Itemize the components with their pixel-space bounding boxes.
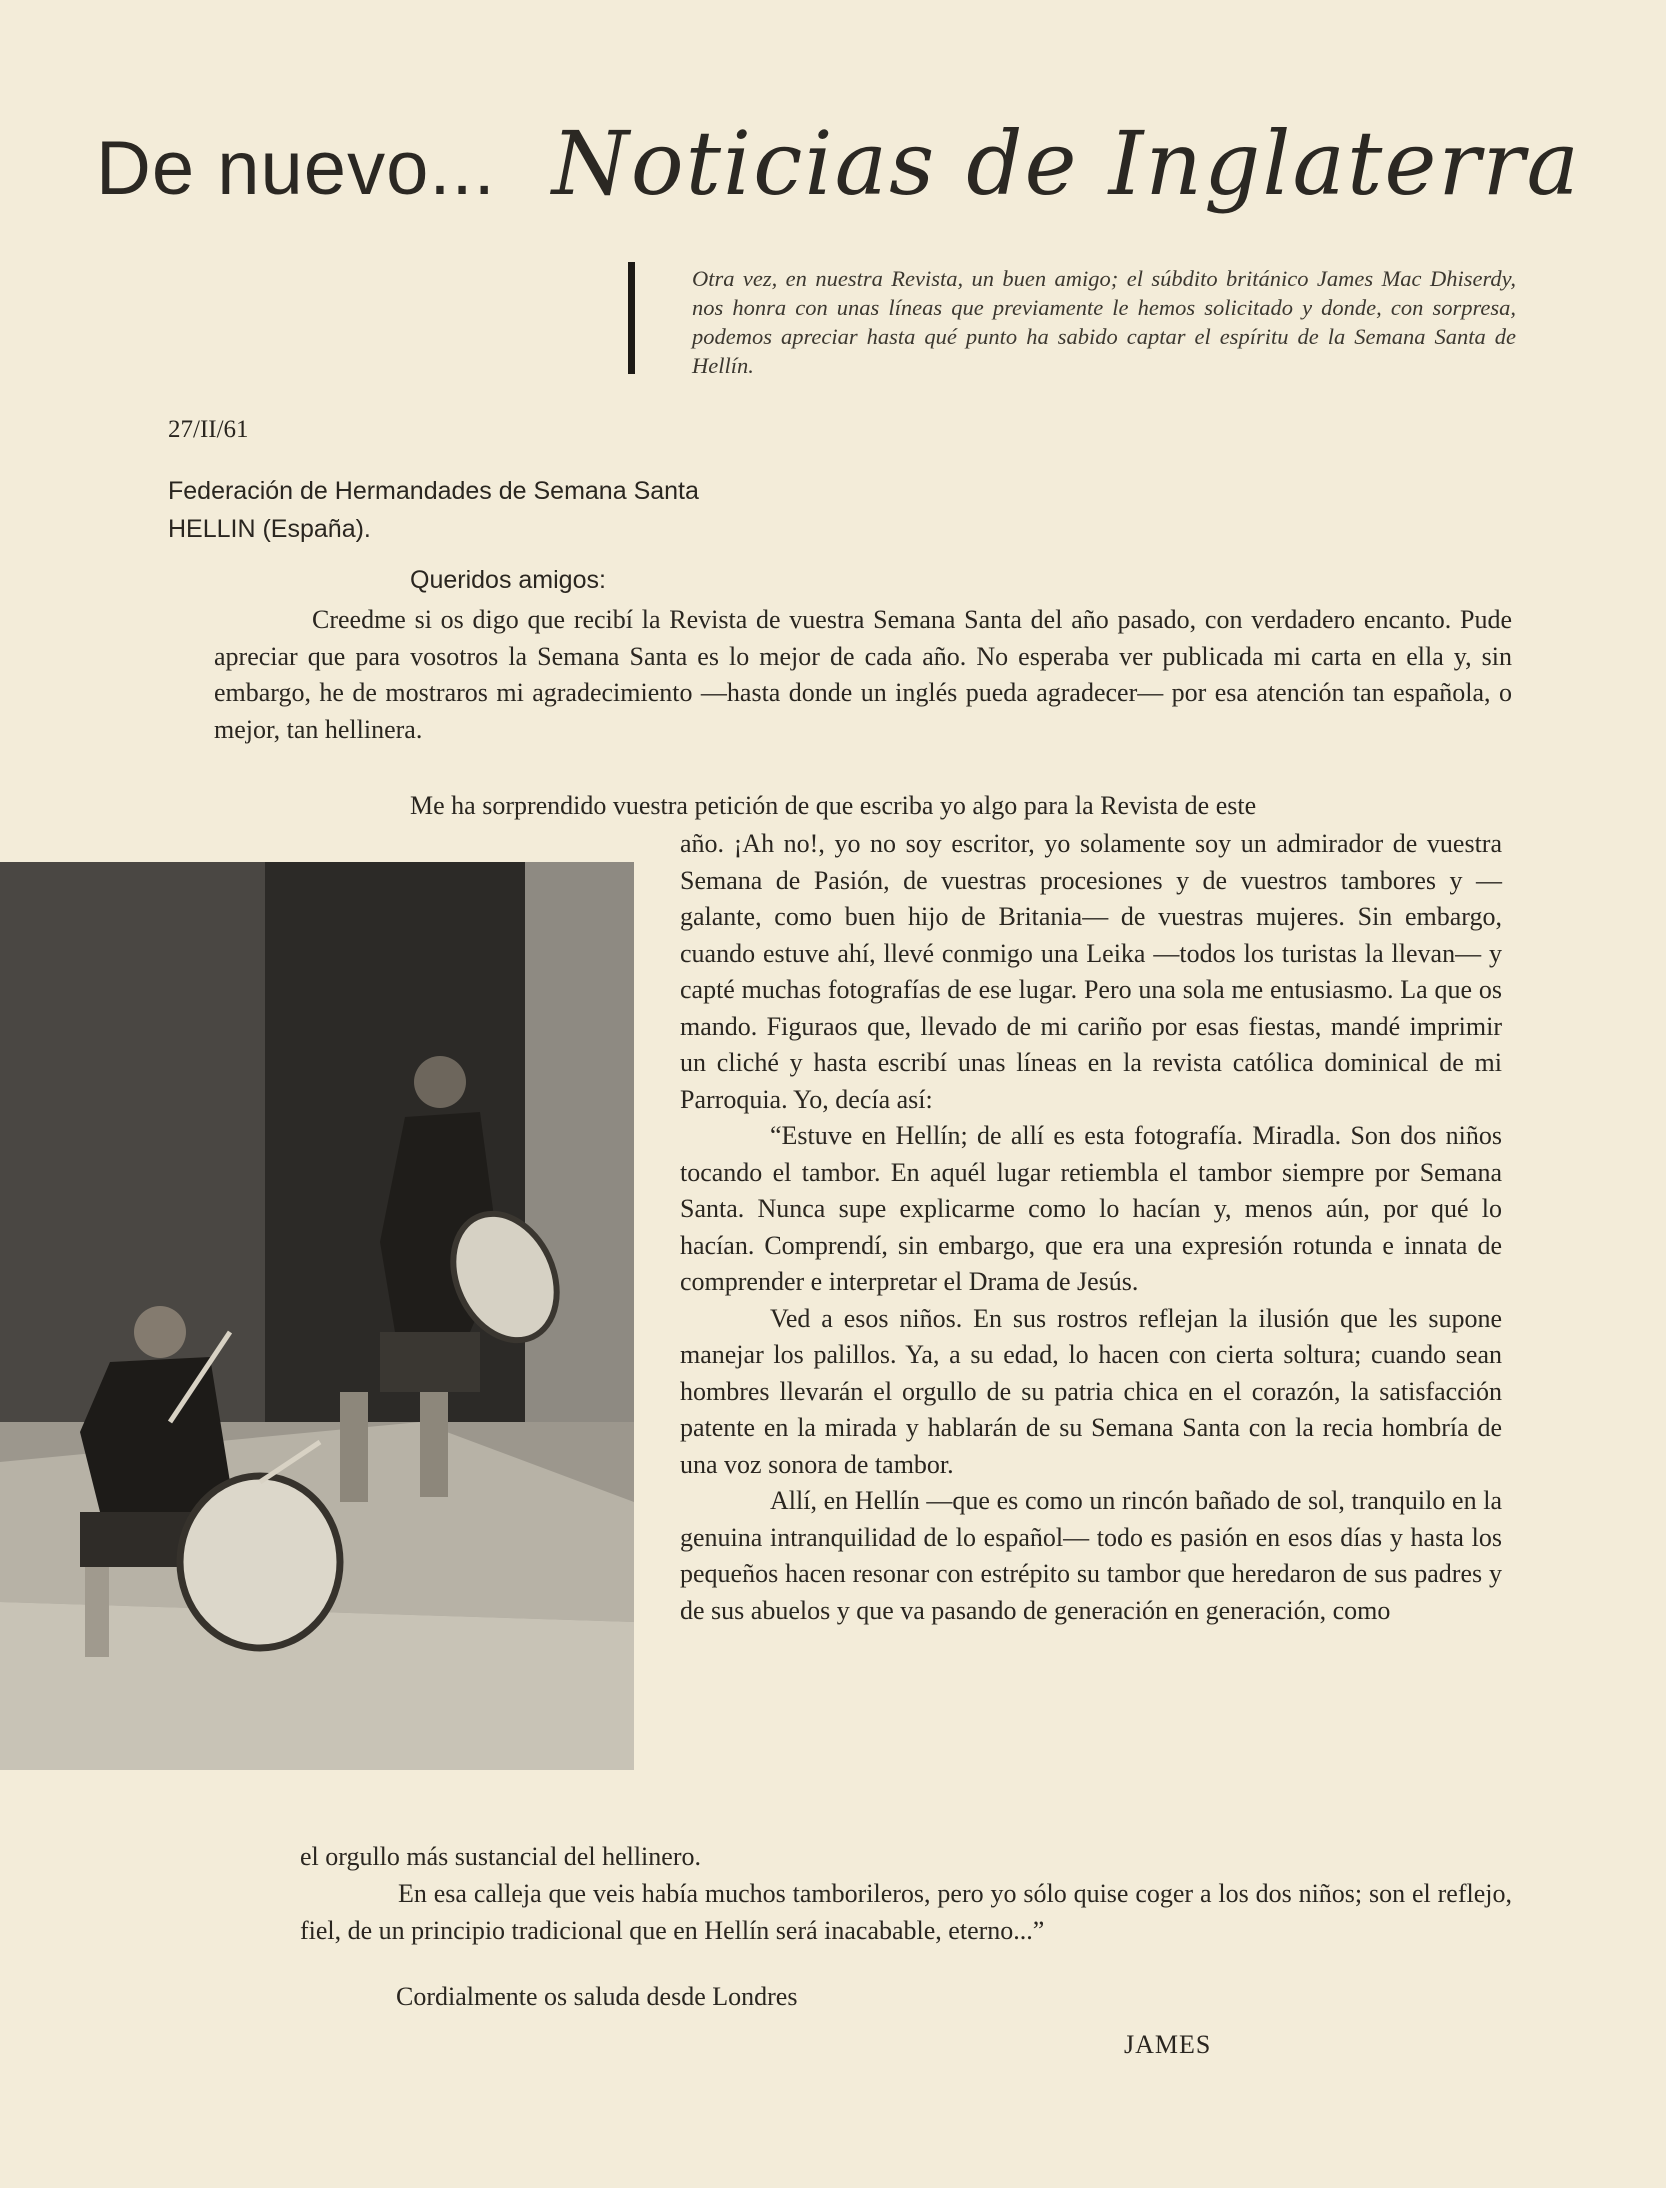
quote-paragraph-1: “Estuve en Hellín; de allí es esta fotografía. Miradla. Son dos niños tocando el tambor. En aquél lugar retiembla el tambor siempre por Semana Santa. Nunca supe explicarme como lo hacían y, menos aún, por qué lo hacían. Comprendí, sin embargo, que era una expresión rotunda e innata de comprender e interpretar el Drama de Jesús. xyxy=(680,1121,1502,1296)
title-script: Noticias de Inglaterra xyxy=(551,112,1582,215)
paragraph-2-start-text: Me ha sorprendido vuestra petición de que escriba yo algo para la Revista de este xyxy=(410,791,1257,820)
recipient-line-1: Federación de Hermandades de Semana Santa xyxy=(168,477,699,505)
recipient-block xyxy=(168,472,699,548)
quote-paragraph-3: Allí, en Hellín —que es como un rincón bañado de sol, tranquilo en la genuina intranquilidad de lo español— todo es pasión en esos días y hasta los pequeños hacen resonar con estrépito su tambor que heredaron de sus padres y de sus abuelos y que va pasando de generación en generación, como xyxy=(680,1486,1502,1625)
quote-paragraph-4-text: En esa calleja que veis había muchos tamborileros, pero yo sólo quise coger a los dos niños; son el reflejo, fiel, de un principio tradicional que en Hellín será inacabable, eterno...” xyxy=(300,1879,1512,1945)
paragraph-1-text: Creedme si os digo que recibí la Revista de vuestra Semana Santa del año pasado, con verdadero encanto. Pude apreciar que para vosotros la Semana Santa es lo mejor de cada año. No esperaba ver publicada mi carta en ella y, sin embargo, he de mostraros mi agradecimiento —hasta donde un inglés pueda agradecer— por esa atención tan española, o mejor, tan hellinera. xyxy=(214,605,1512,744)
quote-paragraph-2: Ved a esos niños. En sus rostros reflejan la ilusión que les supone manejar los palillos. Ya, a su edad, lo hacen con cierta soltura; cuando sean hombres llevarán el orgullo de su patria chica en el corazón, la satisfacción patente en la mirada y hablarán de su Semana Santa con la recia hombría de una voz sonora de tambor. xyxy=(680,1303,1502,1479)
paragraph-2-column xyxy=(680,826,1502,1629)
closing-line: Cordialmente os saluda desde Londres xyxy=(396,1982,798,2011)
recipient-line-2: HELLIN (España). xyxy=(168,515,371,543)
salutation: Queridos amigos: xyxy=(410,566,606,594)
photo-illustration xyxy=(0,862,634,1770)
quote-paragraph-3-end-text: el orgullo más sustancial del hellinero. xyxy=(300,1842,701,1871)
intro-rule xyxy=(628,262,635,374)
signature: JAMES xyxy=(1124,2030,1212,2059)
title-plain: De nuevo... xyxy=(96,126,496,211)
quote-paragraph-3-end xyxy=(300,1839,1512,1876)
paragraph-2-rest: año. ¡Ah no!, yo no soy escritor, yo solamente soy un admirador de vuestra Semana de Pasión, de vuestras procesiones y de vuestros tambores y —galante, como buen hijo de Britania— de vuestras mujeres. Sin embargo, cuando estuve ahí, llevé conmigo una Leika —todos los turistas la llevan— y capté muchas fotografías de ese lugar. Pero una sola me entusiasmo. La que os mando. Figuraos que, llevado de mi cariño por esas fiestas, mandé imprimir un cliché y hasta escribí unas líneas en la revista católica dominical de mi Parroquia. Yo, decía así: xyxy=(680,829,1502,1114)
paragraph-1 xyxy=(214,602,1512,748)
letter-date: 27/II/61 xyxy=(168,416,249,443)
intro-text: Otra vez, en nuestra Revista, un buen amigo; el súbdito británico James Mac Dhiserdy, nos honra con unas líneas que previamente le hemos solicitado y donde, con sorpresa, podemos apreciar hasta qué punto ha sabido captar el espíritu de la Semana Santa de Hellín. xyxy=(692,266,1516,378)
quote-paragraph-4 xyxy=(300,1876,1512,1949)
photo-boys-drumming xyxy=(0,862,634,1770)
article-title xyxy=(96,112,1596,242)
paragraph-2-start xyxy=(410,788,1512,825)
